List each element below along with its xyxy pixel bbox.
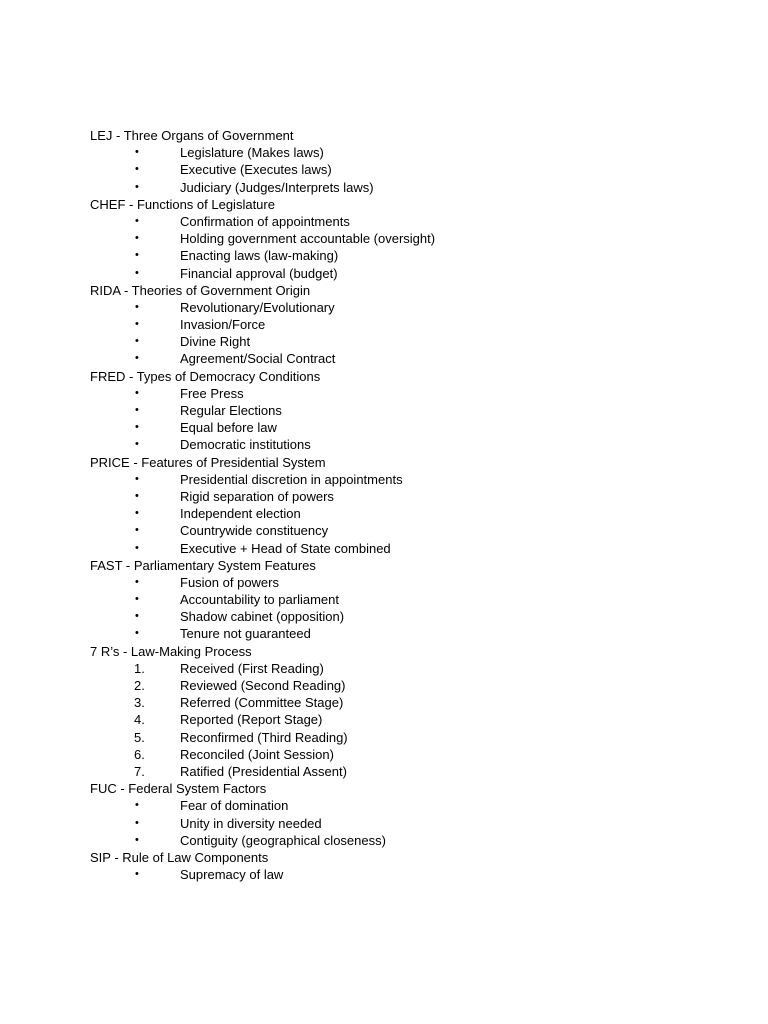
bullet-marker: • bbox=[135, 816, 139, 829]
bullet-marker: • bbox=[135, 146, 139, 159]
bullet-marker: • bbox=[135, 335, 139, 348]
bullet-marker: • bbox=[135, 266, 139, 279]
list-item bbox=[90, 385, 730, 402]
list-item-text: Rigid separation of powers bbox=[180, 488, 334, 504]
list-item-text: Ratified (Presidential Assent) bbox=[180, 763, 347, 779]
list-item bbox=[90, 436, 730, 453]
list-item bbox=[90, 694, 730, 711]
list-item-text: Fusion of powers bbox=[180, 574, 279, 590]
bullet-marker: • bbox=[135, 799, 139, 812]
list-item bbox=[90, 247, 730, 264]
list-item-text: Divine Right bbox=[180, 334, 251, 350]
list-item-text: Executive + Head of State combined bbox=[180, 540, 391, 556]
list-item bbox=[90, 540, 730, 557]
section-heading: SIP - Rule of Law Components bbox=[90, 849, 269, 865]
list-item-text: Invasion/Force bbox=[180, 317, 266, 333]
list-item bbox=[90, 763, 730, 780]
list-item bbox=[90, 505, 730, 522]
number-marker: 2. bbox=[134, 678, 145, 693]
list-item bbox=[90, 419, 730, 436]
bullet-marker: • bbox=[135, 507, 139, 520]
list-item bbox=[90, 161, 730, 178]
list-item bbox=[90, 866, 730, 883]
list-item-text: Contiguity (geographical closeness) bbox=[180, 832, 386, 848]
bullet-marker: • bbox=[135, 541, 139, 554]
list-item bbox=[90, 213, 730, 230]
bullet-marker: • bbox=[135, 610, 139, 623]
bullet-marker: • bbox=[135, 868, 139, 881]
section-heading: FAST - Parliamentary System Features bbox=[90, 557, 316, 573]
document-body bbox=[90, 127, 730, 883]
list-item bbox=[90, 729, 730, 746]
list-item bbox=[90, 333, 730, 350]
section-heading: FUC - Federal System Factors bbox=[90, 781, 267, 797]
list-item-text: Received (First Reading) bbox=[180, 660, 324, 676]
list-item-text: Presidential discretion in appointments bbox=[180, 471, 403, 487]
list-item-text: Reviewed (Second Reading) bbox=[180, 678, 346, 693]
list-item bbox=[90, 815, 730, 832]
bullet-marker: • bbox=[135, 180, 139, 193]
list-item-text: Regular Elections bbox=[180, 403, 282, 418]
list-item bbox=[90, 471, 730, 488]
list-item bbox=[90, 488, 730, 505]
list-item bbox=[90, 299, 730, 316]
number-marker: 6. bbox=[134, 746, 145, 762]
list-item bbox=[90, 522, 730, 539]
list-item-text: Democratic institutions bbox=[180, 437, 311, 453]
list-item bbox=[90, 746, 730, 763]
list-item bbox=[90, 179, 730, 196]
list-item bbox=[90, 625, 730, 642]
list-item bbox=[90, 608, 730, 625]
list-item bbox=[90, 677, 730, 694]
list-item-text: Independent election bbox=[180, 506, 301, 522]
list-item-text: Accountability to parliament bbox=[180, 592, 339, 608]
list-item bbox=[90, 797, 730, 814]
bullet-marker: • bbox=[135, 593, 139, 606]
bullet-marker: • bbox=[135, 438, 139, 451]
list-item-text: Executive (Executes laws) bbox=[180, 162, 332, 178]
section-heading: PRICE - Features of Presidential System bbox=[90, 454, 326, 470]
list-item-text: Supremacy of law bbox=[180, 867, 284, 883]
number-marker: 7. bbox=[134, 763, 145, 779]
list-item-text: Judiciary (Judges/Interprets laws) bbox=[180, 179, 374, 195]
list-item-text: Confirmation of appointments bbox=[180, 213, 350, 229]
list-item-text: Free Press bbox=[180, 385, 244, 401]
list-item-text: Revolutionary/Evolutionary bbox=[180, 299, 335, 315]
list-item-text: Referred (Committee Stage) bbox=[180, 695, 344, 711]
bullet-marker: • bbox=[135, 472, 139, 485]
list-item bbox=[90, 230, 730, 247]
section-heading: CHEF - Functions of Legislature bbox=[90, 196, 275, 212]
number-marker: 4. bbox=[134, 712, 145, 728]
list-item bbox=[90, 574, 730, 591]
list-item-text: Reconciled (Joint Session) bbox=[180, 746, 334, 762]
list-item bbox=[90, 591, 730, 608]
bullet-marker: • bbox=[135, 575, 139, 588]
bullet-marker: • bbox=[135, 300, 139, 313]
list-item-text: Legislature (Makes laws) bbox=[180, 145, 324, 161]
list-item bbox=[90, 350, 730, 367]
list-item bbox=[90, 402, 730, 419]
bullet-marker: • bbox=[135, 249, 139, 262]
section-heading: 7 R’s - Law-Making Process bbox=[90, 643, 252, 659]
section-heading: LEJ - Three Organs of Government bbox=[90, 128, 294, 143]
number-marker: 1. bbox=[134, 660, 145, 676]
number-marker: 3. bbox=[134, 695, 145, 711]
list-item bbox=[90, 144, 730, 161]
list-item bbox=[90, 711, 730, 728]
section-heading: RIDA - Theories of Government Origin bbox=[90, 282, 311, 298]
list-item-text: Financial approval (budget) bbox=[180, 265, 338, 281]
bullet-marker: • bbox=[135, 421, 139, 434]
list-item-text: Shadow cabinet (opposition) bbox=[180, 609, 345, 625]
section-heading: FRED - Types of Democracy Conditions bbox=[90, 368, 321, 384]
bullet-marker: • bbox=[135, 352, 139, 365]
list-item-text: Countrywide constituency bbox=[180, 523, 329, 539]
bullet-marker: • bbox=[135, 489, 139, 502]
list-item bbox=[90, 660, 730, 677]
bullet-marker: • bbox=[135, 318, 139, 331]
list-item bbox=[90, 265, 730, 282]
list-item-text: Reconfirmed (Third Reading) bbox=[180, 729, 348, 745]
list-item-text: Tenure not guaranteed bbox=[180, 626, 311, 642]
number-marker: 5. bbox=[134, 729, 145, 745]
list-item-text: Unity in diversity needed bbox=[180, 815, 322, 831]
bullet-marker: • bbox=[135, 404, 139, 416]
bullet-marker: • bbox=[135, 627, 139, 640]
list-item bbox=[90, 316, 730, 333]
list-item bbox=[90, 832, 730, 849]
list-item-text: Equal before law bbox=[180, 420, 277, 436]
bullet-marker: • bbox=[135, 214, 139, 227]
bullet-marker: • bbox=[135, 833, 139, 846]
list-item-text: Agreement/Social Contract bbox=[180, 351, 336, 367]
list-item-text: Fear of domination bbox=[180, 798, 289, 814]
bullet-marker: • bbox=[135, 386, 139, 399]
bullet-marker: • bbox=[135, 524, 139, 537]
bullet-marker: • bbox=[135, 232, 139, 245]
list-item-text: Holding government accountable (oversight) bbox=[180, 231, 436, 247]
list-item-text: Enacting laws (law-making) bbox=[180, 248, 339, 264]
bullet-marker: • bbox=[135, 163, 139, 176]
list-item-text: Reported (Report Stage) bbox=[180, 712, 323, 728]
